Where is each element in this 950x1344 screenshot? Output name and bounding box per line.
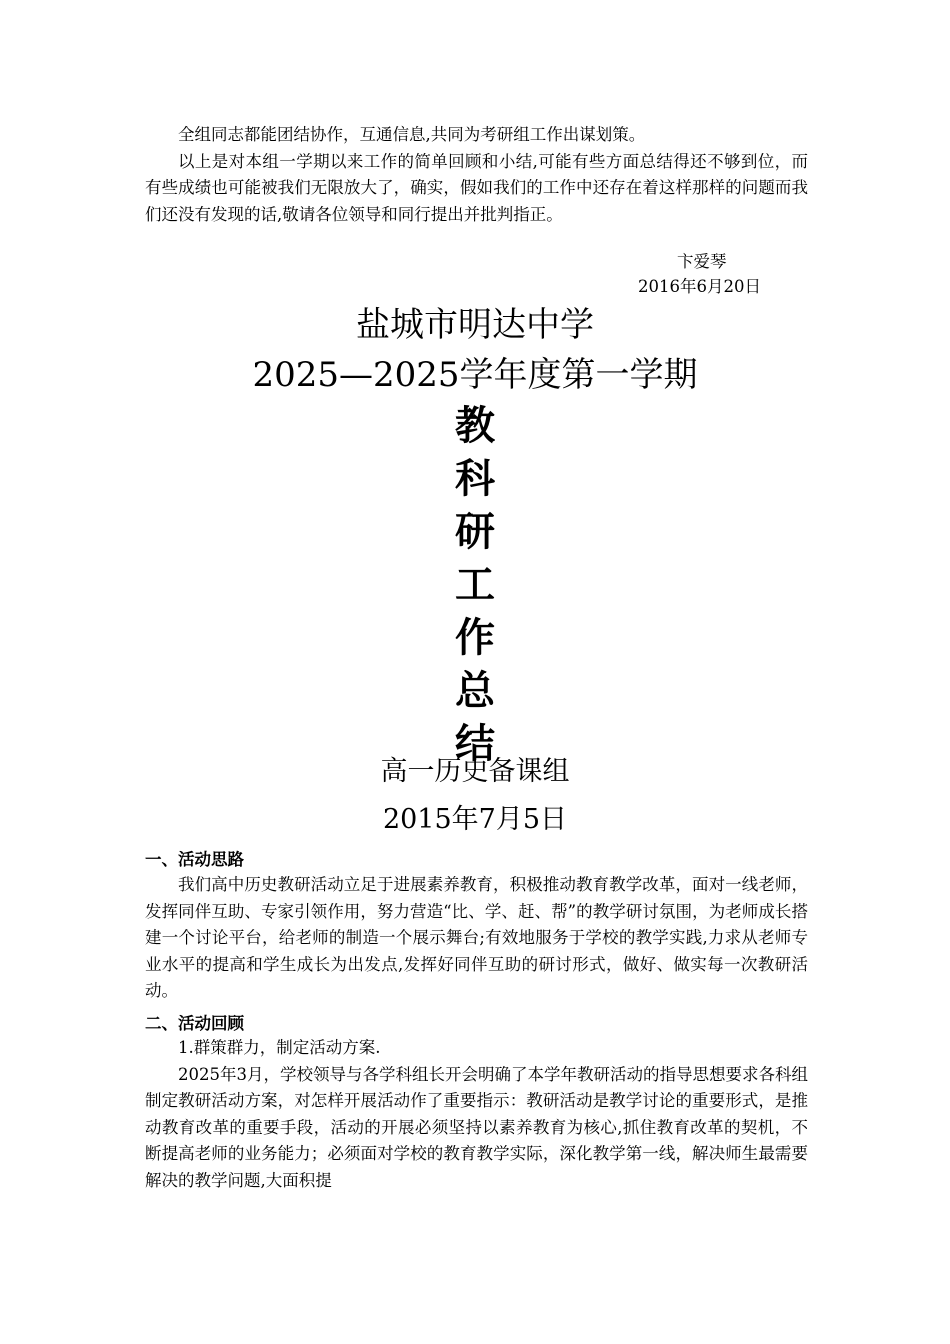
report-title-vertical [445, 400, 505, 771]
section-approach-body [145, 872, 808, 1005]
title-char: 工 [455, 562, 495, 608]
title-char: 总 [455, 668, 495, 714]
signature-name: 卞爱琴 [677, 252, 727, 271]
paragraph-review-summary: 以上是对本组一学期以来工作的简单回顾和小结,可能有些方面总结得还不够到位，而有些成绩也可能被我们无限放大了，确实，假如我们的工作中还存在着这样那样的问题而我们还没有发现的话,敬请各位领导和同行提出并批判指正。 [145, 151, 808, 224]
signature-date: 2016年6月20日 [638, 277, 761, 296]
group-name: 高一历史备课组 [380, 756, 570, 787]
school-name: 盐城市明达中学 [356, 305, 594, 345]
review-item-1: 1.群策群力，制定活动方案. [178, 1038, 381, 1057]
school-term: 2025—2025学年度第一学期 [252, 355, 698, 395]
section-heading-review: 二、活动回顾 [145, 1014, 244, 1033]
title-char: 结 [455, 721, 495, 767]
paragraph-teamwork: 全组同志都能团结协作，互通信息,共同为考研组工作出谋划策。 [178, 125, 646, 144]
report-date: 2015年7月5日 [382, 804, 568, 835]
section-heading-approach: 一、活动思路 [145, 850, 244, 869]
title-char: 教 [455, 403, 495, 449]
closing-paragraphs [145, 122, 808, 228]
title-char: 研 [455, 509, 495, 555]
title-char: 科 [455, 456, 495, 502]
paragraph-review: 2025年3月，学校领导与各学科组长开会明确了本学年教研活动的指导思想要求各科组制定教研活动方案，对怎样开展活动作了重要指示：教研活动是教学讨论的重要形式，是推动教育改革的重要手段，活动的开展必须坚持以素养教育为核心,抓住教育改革的契机，不断提高老师的业务能力；必须面对学校的教育教学实际，深化教学第一线，解决师生最需要解决的教学问题,大面积提 [145, 1064, 808, 1190]
section-review-body [145, 1035, 808, 1194]
paragraph-approach: 我们高中历史教研活动立足于进展素养教育，积极推动教育教学改革，面对一线老师，发挥同伴互助、专家引领作用，努力营造“比、学、赶、帮”的教学研讨氛围，为老师成长搭建一个讨论平台，给老师的制造一个展示舞台;有效地服务于学校的教学实践,力求从老师专业水平的提高和学生成长为出发点,发挥好同伴互助的研讨形式，做好、做实每一次教研活动。 [145, 875, 808, 1000]
title-char: 作 [455, 615, 495, 661]
